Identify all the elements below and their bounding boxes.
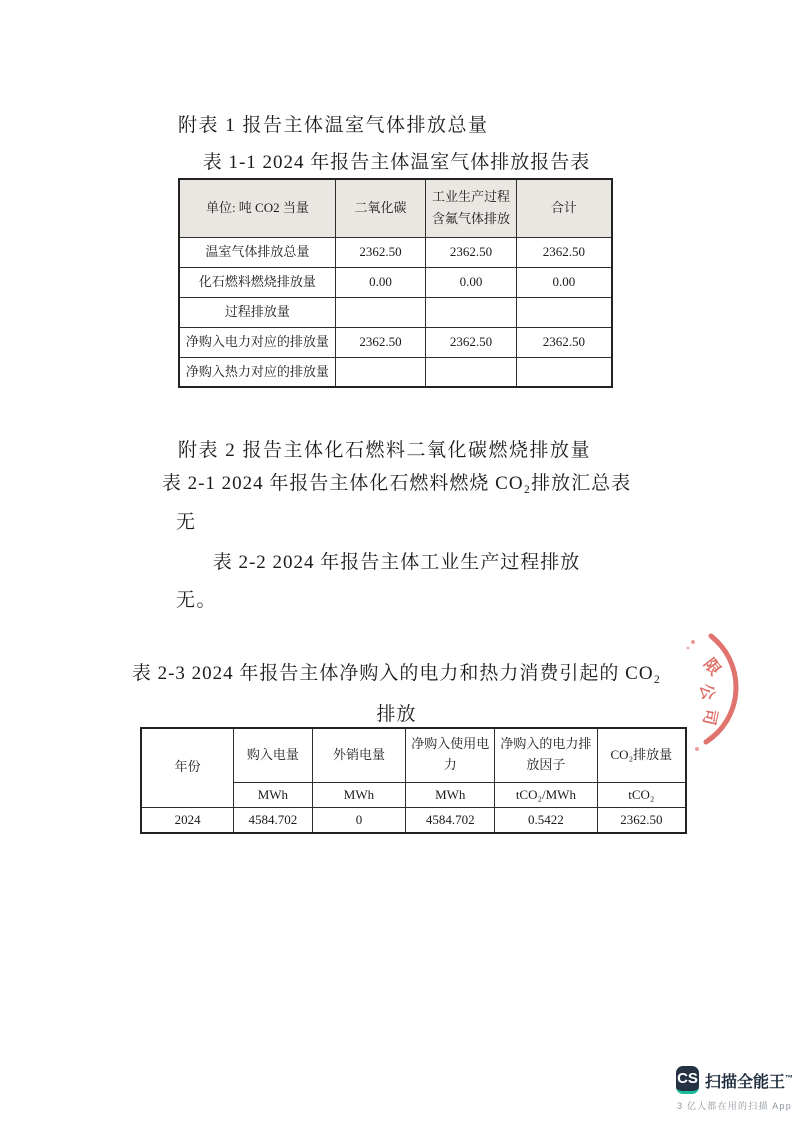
cell-value [516,357,612,387]
purchased-electricity-table [140,727,687,834]
camscanner-watermark [676,1066,793,1112]
seal-char: 司 [699,707,720,727]
cell-value [426,297,516,327]
seal-char: 限 [699,655,724,679]
header-cell: 二氧化碳 [335,179,425,237]
header-cell: 净购入的电力排放因子 [495,728,597,782]
row-label: 化石燃料燃烧排放量 [179,267,335,297]
cell-value: 2362.50 [426,327,516,357]
header-cell: 外销电量 [312,728,406,782]
table-row [179,297,612,327]
table-header-row [141,728,686,782]
table-row [179,357,612,387]
cell-value [516,297,612,327]
unit-cell: tCO₂ [597,782,686,807]
table23-title-line2: 排放 [376,704,417,725]
cell-value: 2362.50 [426,237,516,267]
header-cell: 工业生产过程含氟气体排放 [426,179,516,237]
table22-content-none: 无。 [176,590,218,611]
appendix1-heading: 附表 1 报告主体温室气体排放总量 [178,115,489,136]
cell-year: 2024 [141,807,234,833]
unit-cell: tCO₂/MWh [495,782,597,807]
table22-title: 表 2-2 2024 年报告主体工业生产过程排放 [212,552,581,573]
row-label: 净购入热力对应的排放量 [179,357,335,387]
unit-cell: MWh [406,782,495,807]
cell-value [335,297,425,327]
cell-value: 0.00 [426,267,516,297]
unit-header-cell: 单位: 吨 CO2 当量 [179,179,335,237]
cell-value: 0.5422 [495,807,597,833]
row-label: 过程排放量 [179,297,335,327]
table-header-row [179,179,612,237]
camscanner-app-name [705,1069,793,1092]
seal-char: 公 [696,682,717,702]
header-cell: 合计 [516,179,612,237]
cell-value: 2362.50 [516,237,612,267]
table23-title-line1: 表 2-3 2024 年报告主体净购入的电力和热力消费引起的 CO₂ [131,663,662,684]
table-row [179,327,612,357]
row-label: 净购入电力对应的排放量 [179,327,335,357]
trademark-symbol: ™ [785,1073,793,1083]
cell-value [426,357,516,387]
cell-value: 2362.50 [335,237,425,267]
cell-value: 4584.702 [406,807,495,833]
camscanner-logo-icon: CS [676,1066,699,1094]
header-cell-year: 年份 [141,728,234,807]
cell-value: 2362.50 [597,807,686,833]
camscanner-tagline: 3 亿人都在用的扫描 App [677,1101,792,1111]
unit-cell: MWh [234,782,312,807]
header-cell: CO₂排放量 [597,728,686,782]
cell-value: 0.00 [516,267,612,297]
cell-value: 4584.702 [234,807,312,833]
app-name-text: 扫描全能王 [704,1073,785,1091]
table21-title: 表 2-1 2024 年报告主体化石燃料燃烧 CO₂排放汇总表 [161,473,632,494]
table-row [179,237,612,267]
table21-content-none: 无 [176,512,197,533]
ghg-emissions-table [178,178,613,388]
table-row [179,267,612,297]
header-cell: 净购入使用电力 [406,728,495,782]
appendix2-heading: 附表 2 报告主体化石燃料二氧化碳燃烧排放量 [178,440,592,461]
data-row [141,807,686,833]
cell-value: 0 [312,807,406,833]
cell-value: 0.00 [335,267,425,297]
header-cell: 购入电量 [234,728,312,782]
unit-cell: MWh [312,782,406,807]
cell-value: 2362.50 [335,327,425,357]
table1-title: 表 1-1 2024 年报告主体温室气体排放报告表 [202,152,591,173]
cell-value: 2362.50 [516,327,612,357]
row-label: 温室气体排放总量 [179,237,335,267]
cell-value [335,357,425,387]
